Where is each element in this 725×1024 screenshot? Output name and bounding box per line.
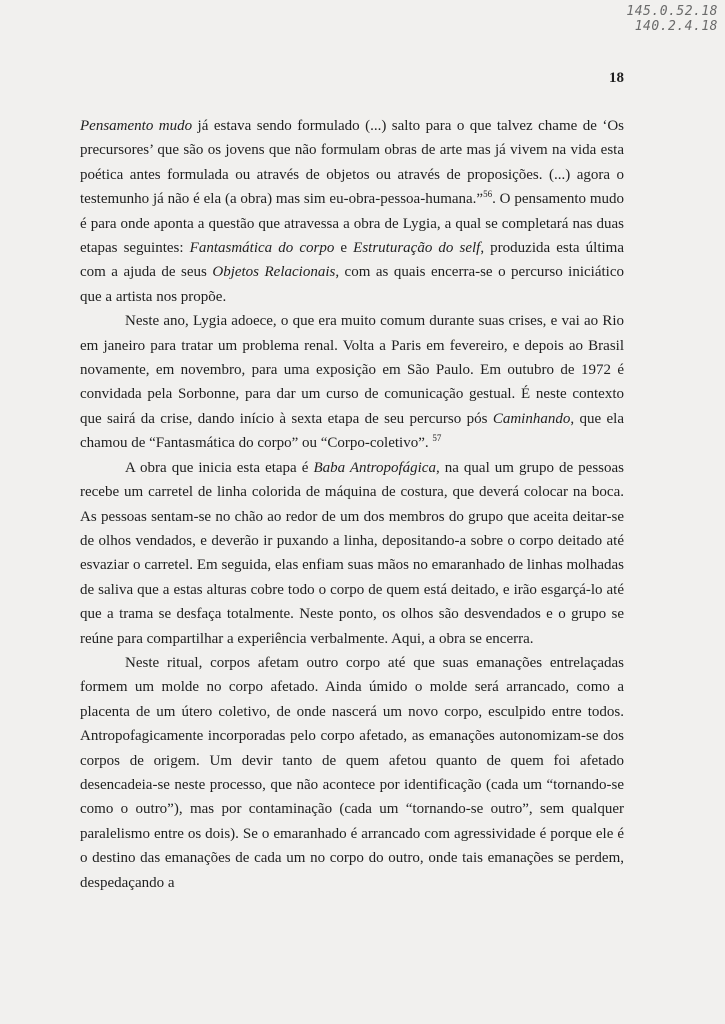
text-segment: , produzida esta última com a ajuda de seus (80, 240, 624, 281)
paragraph (80, 651, 624, 895)
paragraph (80, 309, 624, 455)
paragraph (80, 456, 624, 651)
page-number: 18 (609, 70, 624, 86)
handwritten-annotation (622, 4, 718, 34)
handwritten-line-2: 140.2.4.18 (634, 19, 718, 34)
text-segment: , que ela chamou de “Fantasmática do corpo” ou “Corpo-coletivo”. (80, 410, 624, 452)
text-segment: Neste ritual, corpos afetam outro corpo até que suas emanações entrelaçadas formem um molde no corpo afetado. Ainda úmido o molde será arrancado, como a placenta de um útero coletivo, de onde nascerá um novo corpo, esculpido entre todos. Antropofagicamente incorporadas pelo corpo afetado, as emanações autonomizam-se dos corpos de origem. Um devir tanto de quem afetou quanto de quem foi afetado desencadeia-se neste processo, que não acontece por identificação (cada um “tornando-se como o outro”), mas por contaminação (cada um “tornando-se outro”, sem qualquer paralelismo entre os dois). Se o emaranhado é arrancado com agressividade é porque ele é o destino das emanações de cada um no corpo do outro, onde tais emanações se perdem, despedaçando a (80, 654, 624, 891)
text-segment: , na qual um grupo de pessoas recebe um carretel de linha colorida de máquina de costura, que deverá colocar na boca. As pessoas sentam-se no chão ao redor de um dos membros do grupo que aceita deitar-se de olhos vendados, e deverão ir puxando a linha, depositando-a sobre o corpo deitado até esvaziar o carretel. Em seguida, elas enfiam suas mãos no emaranhado de linhas molhadas de saliva que a estas alturas cobre todo o corpo de quem está deitado, e irão esgarçá-lo até que a trama se desfaça totalmente. Neste ponto, os olhos são desvendados e o grupo se reúne para compartilhar a experiência verbalmente. Aqui, a obra se encerra. (80, 459, 624, 647)
text-segment: , com as quais encerra-se o percurso iniciático que a artista nos propõe. (80, 264, 624, 305)
footnote-reference: 57 (432, 433, 442, 444)
footnote-reference: 56 (483, 189, 493, 200)
text-segment: e (334, 240, 354, 257)
handwritten-line-1: 145.0.52.18 (626, 4, 718, 19)
italic-title: Baba Antropofágica (313, 459, 436, 476)
body-text (80, 114, 624, 895)
text-segment: A obra que inicia esta etapa é (125, 459, 314, 476)
paragraph (80, 114, 624, 309)
text-segment: Neste ano, Lygia adoece, o que era muito comum durante suas crises, e vai ao Rio em janeiro para tratar um problema renal. Volta a Paris em fevereiro, e depois ao Brasil novamente, em novembro, para uma exposição em São Paulo. Em outubro de 1972 é convidada pela Sorbonne, para dar um curso de comunicação gestual. É neste contexto que sairá da crise, dando início à sexta etapa de seu percurso pós (80, 313, 624, 427)
italic-title: Pensamento mudo (80, 118, 193, 134)
italic-title: Caminhando (492, 410, 571, 427)
italic-title: Objetos Relacionais (212, 264, 336, 281)
italic-title: Fantasmática do corpo (189, 240, 335, 257)
italic-title: Estruturação do self (353, 240, 481, 257)
text-segment: já estava sendo formulado (...) salto para o que talvez chame de ‘Os precursores’ que são os jovens que não formulam obras de arte mas já vivem na vida esta poética antes formulada ou através de objetos ou através de proposições. (...) agora o testemunho já não é ela (a obra) mas sim eu-obra-pessoa-humana.” (80, 118, 625, 208)
text-segment: . O pensamento mudo é para onde aponta a questão que atravessa a obra de Lygia, a qual se completará nas duas etapas seguintes: (80, 191, 624, 257)
